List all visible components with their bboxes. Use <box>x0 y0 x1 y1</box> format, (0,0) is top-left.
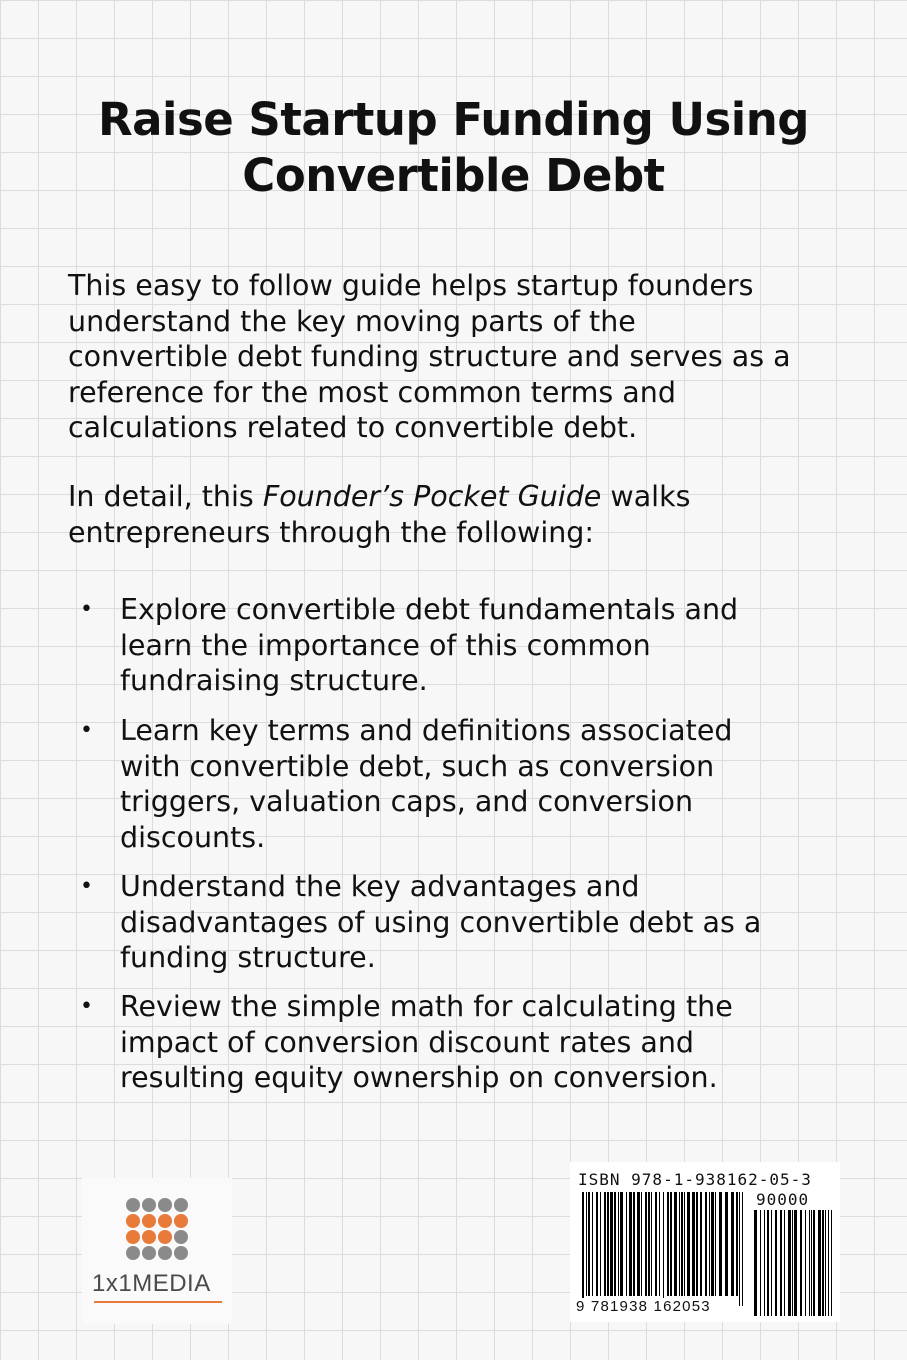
logo-dot <box>158 1230 172 1244</box>
barcode-bar <box>588 1192 590 1296</box>
barcode-bar <box>618 1192 619 1296</box>
bullet-list <box>80 869 880 976</box>
barcode-bar <box>794 1210 797 1316</box>
bullet-line: funding structure. <box>120 941 376 974</box>
barcode-bar <box>633 1192 635 1296</box>
bullet-dot-icon: • <box>80 597 93 622</box>
barcode-bar <box>739 1192 740 1306</box>
intro-line: reference for the most common terms and <box>68 375 676 409</box>
logo-dot <box>142 1214 156 1228</box>
barcode-bar <box>700 1192 702 1296</box>
logo-dot <box>158 1246 172 1260</box>
bullet-item <box>80 869 880 976</box>
bullet-dot-icon: • <box>80 874 93 899</box>
bullet-line: Understand the key advantages and <box>120 870 640 903</box>
detail-paragraph <box>68 479 868 550</box>
barcode-addon: 90000 <box>756 1190 810 1209</box>
logo-dots-icon <box>126 1198 190 1262</box>
bullet-line: Learn key terms and definitions associated <box>120 714 733 747</box>
bullet-list <box>80 592 880 699</box>
barcode-bar <box>655 1192 657 1296</box>
barcode-bar <box>754 1210 757 1316</box>
guide-name: Founder’s Pocket Guide <box>262 480 602 513</box>
barcode-bar <box>667 1192 669 1296</box>
logo-dot <box>142 1246 156 1260</box>
bullet-line: disadvantages of using convertible debt as a <box>120 905 762 939</box>
isbn-barcode <box>570 1162 840 1322</box>
logo-dot <box>126 1198 140 1212</box>
detail-line-2: entrepreneurs through the following: <box>68 515 594 549</box>
bullet-dot-icon: • <box>80 718 93 743</box>
logo-dot <box>142 1230 156 1244</box>
barcode-bar <box>813 1210 815 1316</box>
bullet-item <box>80 713 880 855</box>
barcode-bar <box>696 1192 698 1296</box>
barcode-bar <box>610 1192 613 1296</box>
logo-underline <box>94 1301 222 1303</box>
barcode-bar <box>822 1210 824 1316</box>
bullet-line: discounts. <box>120 820 266 854</box>
bullet-dot-icon: • <box>80 994 93 1019</box>
intro-line: understand the key moving parts of the <box>68 304 636 338</box>
detail-prefix: In detail, this <box>68 480 263 513</box>
bullet-list <box>80 713 880 855</box>
detail-suffix: walks <box>601 480 691 513</box>
barcode-bar <box>687 1192 690 1296</box>
intro-line: This easy to follow guide helps startup founders <box>68 269 754 302</box>
barcode-bar <box>692 1192 695 1296</box>
logo-dot <box>174 1246 188 1260</box>
barcode-bar <box>792 1210 793 1316</box>
barcode-bar <box>736 1192 738 1296</box>
barcode-bar <box>681 1192 683 1296</box>
title-line-1: Raise Startup Funding Using <box>98 93 809 146</box>
barcode-bar <box>645 1192 647 1296</box>
barcode-bar <box>805 1210 806 1316</box>
barcode-bar <box>651 1192 652 1296</box>
book-title <box>0 92 907 204</box>
logo-dot <box>126 1246 140 1260</box>
barcode-bar <box>831 1210 832 1316</box>
barcode-bar <box>711 1192 714 1296</box>
bullet-line: fundraising structure. <box>120 664 428 697</box>
bullet-line: impact of conversion discount rates and <box>120 1025 695 1059</box>
barcode-bar <box>637 1192 640 1296</box>
bullet-line: Explore convertible debt fundamentals and <box>120 593 739 626</box>
barcode-bar <box>586 1192 587 1296</box>
bullet-line: triggers, valuation caps, and conversion <box>120 785 694 818</box>
publisher-logo <box>82 1178 232 1324</box>
barcode-bar <box>767 1210 769 1316</box>
barcode-bar <box>582 1192 584 1306</box>
logo-dot <box>158 1214 172 1228</box>
barcode-bar <box>659 1192 660 1296</box>
barcode-bar <box>679 1192 680 1296</box>
barcode-bar <box>784 1210 785 1316</box>
barcode-bar <box>641 1192 642 1296</box>
logo-dot <box>174 1198 188 1212</box>
logo-dot <box>174 1230 188 1244</box>
logo-dot <box>126 1230 140 1244</box>
barcode-bar <box>604 1192 606 1296</box>
bullet-line: Review the simple math for calculating the <box>120 990 733 1023</box>
bullet-list <box>80 989 880 1096</box>
barcode-bar <box>596 1192 598 1296</box>
barcode-bar <box>818 1210 821 1316</box>
barcode-bar <box>629 1192 632 1296</box>
detail-line-1 <box>68 479 868 515</box>
barcode-bar <box>719 1192 722 1296</box>
barcode-bar <box>670 1192 672 1296</box>
barcode-bar <box>771 1210 772 1316</box>
barcode-bar <box>760 1210 761 1316</box>
barcode-bar <box>663 1192 664 1306</box>
barcode-bar <box>674 1192 677 1296</box>
logo-dot <box>126 1214 140 1228</box>
title-line-2: Convertible Debt <box>242 149 665 202</box>
intro-line: calculations related to convertible debt. <box>68 411 638 444</box>
barcode-bar <box>828 1210 829 1316</box>
barcode-bar <box>764 1210 765 1316</box>
barcode-bar <box>788 1210 791 1316</box>
ean-digits: 9 781938 162053 <box>576 1298 711 1315</box>
barcode-bar <box>592 1192 593 1296</box>
barcode-bar <box>811 1210 812 1316</box>
barcode-bar <box>620 1192 623 1296</box>
barcode-bar <box>742 1192 743 1306</box>
barcode-bar <box>715 1192 716 1296</box>
barcode-bar <box>800 1210 802 1316</box>
bullet-item <box>80 592 880 699</box>
intro-line: convertible debt funding structure and serves as a <box>68 340 791 373</box>
barcode-bar <box>731 1192 734 1296</box>
bullet-line: with convertible debt, such as conversion <box>120 749 715 783</box>
logo-dot <box>142 1198 156 1212</box>
barcode-bar <box>626 1192 627 1296</box>
bullet-item <box>80 989 880 1096</box>
barcode-bar <box>614 1192 616 1296</box>
bullet-line: resulting equity ownership on conversion. <box>120 1061 718 1094</box>
barcode-bar <box>684 1192 685 1296</box>
barcode-bar <box>709 1192 710 1296</box>
publisher-name: 1x1MEDIA <box>92 1270 211 1297</box>
bullet-line: learn the importance of this common <box>120 628 651 662</box>
barcode-bar <box>775 1210 777 1316</box>
barcode-bar <box>705 1192 707 1296</box>
logo-dot <box>158 1198 172 1212</box>
barcode-bar <box>607 1192 609 1296</box>
logo-dot <box>174 1214 188 1228</box>
barcode-bar <box>648 1192 650 1296</box>
isbn-label: ISBN 978-1-938162-05-3 <box>578 1170 812 1189</box>
barcode-bar <box>825 1210 826 1316</box>
barcode-bar <box>780 1210 782 1316</box>
barcode-bar <box>600 1192 601 1296</box>
barcode-bar <box>725 1192 728 1296</box>
intro-paragraph <box>68 268 868 446</box>
barcode-bar <box>809 1210 810 1316</box>
